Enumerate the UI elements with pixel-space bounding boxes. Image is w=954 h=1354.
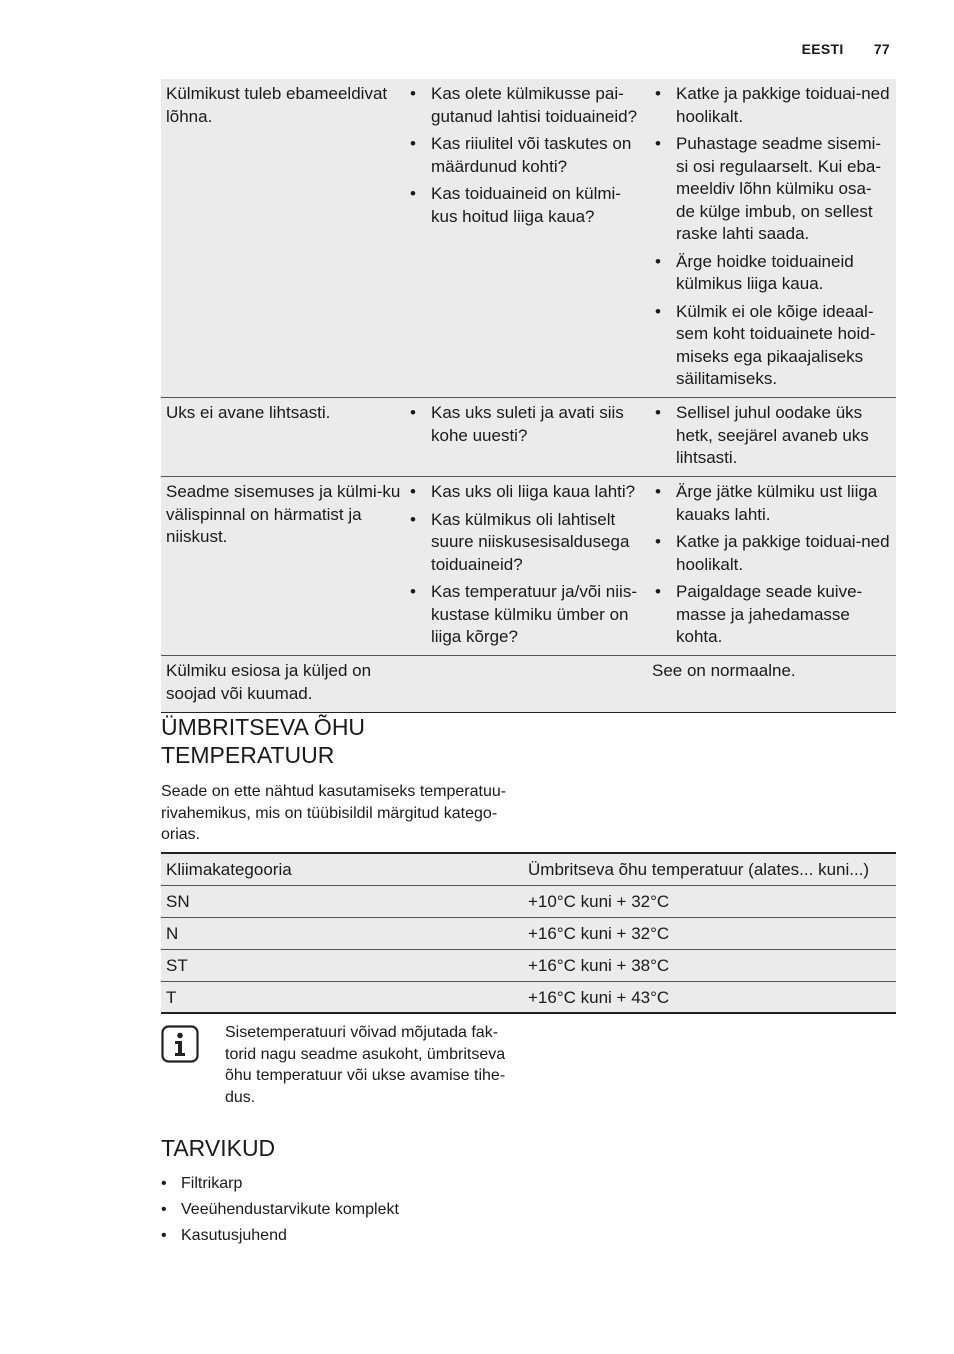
table-cell: N bbox=[166, 924, 179, 943]
troubleshooting-table bbox=[161, 79, 896, 713]
heading-line: ÜMBRITSEVA ÕHU bbox=[161, 714, 366, 740]
cause-cell bbox=[407, 656, 652, 712]
accessories-list bbox=[161, 1173, 399, 1251]
list-item: • Ärge jätke külmiku ust liiga kauaks lahti. bbox=[652, 481, 890, 526]
list-item: • Kas uks oli liiga kaua lahti? bbox=[407, 481, 646, 504]
table-cell: SN bbox=[166, 892, 190, 911]
table-row bbox=[161, 79, 896, 398]
page-header bbox=[802, 38, 890, 61]
table-cell: +16°C kuni + 38°C bbox=[528, 956, 670, 975]
list-item: • Veeühendustarvikute komplekt bbox=[161, 1199, 399, 1225]
info-note: Sisetemperatuuri võivad mõjutada fak-torid nagu seadme asukoht, ümbritseva õhu temperatuur või ukse avamise tihe-dus. bbox=[225, 1024, 506, 1106]
list-item: • Kas riiulitel või taskutes on määrdunud kohti? bbox=[407, 133, 646, 178]
list-item: • Kas külmikus oli lahtiselt suure niiskusesisaldusega toiduaineid? bbox=[407, 509, 646, 577]
column-header: Kliimakategooria bbox=[166, 860, 292, 879]
table-cell: +16°C kuni + 43°C bbox=[528, 988, 670, 1007]
list-item: • Katke ja pakkige toiduai-ned hoolikalt. bbox=[652, 531, 890, 576]
table-row bbox=[161, 918, 896, 950]
column-header: Ümbritseva õhu temperatuur (alates... kuni...) bbox=[528, 860, 870, 879]
list-item: • Puhastage seadme sisemi-si osi regulaarselt. Kui eba-meeldiv lõhn külmiku osa-de külge imbub, on sellest raske lahti saada. bbox=[652, 133, 890, 246]
table-row bbox=[161, 982, 896, 1014]
list-item: • Kasutusjuhend bbox=[161, 1225, 399, 1251]
note-text: See on normaalne. bbox=[652, 661, 796, 680]
table-header-row bbox=[161, 854, 896, 886]
cause-cell bbox=[407, 79, 652, 397]
table-cell: T bbox=[166, 988, 177, 1007]
table-cell: +10°C kuni + 32°C bbox=[528, 892, 670, 911]
list-item: • Filtrikarp bbox=[161, 1173, 399, 1199]
solution-cell bbox=[652, 477, 896, 655]
list-item: • Sellisel juhul oodake üks hetk, seejärel avaneb uks lihtsasti. bbox=[652, 402, 890, 470]
table-row bbox=[161, 656, 896, 713]
cause-cell bbox=[407, 398, 652, 476]
problem-cell: Külmikust tuleb ebameeldivat lõhna. bbox=[166, 84, 388, 126]
list-item: • Kas temperatuur ja/või niis-kustase külmiku ümber on liiga kõrge? bbox=[407, 581, 646, 649]
page-number: 77 bbox=[873, 41, 890, 57]
heading-line: TEMPERATUUR bbox=[161, 742, 335, 768]
list-item: • Kas toiduaineid on külmi-kus hoitud liiga kaua? bbox=[407, 183, 646, 228]
list-item: • Katke ja pakkige toiduai-ned hoolikalt. bbox=[652, 83, 890, 128]
solution-cell bbox=[652, 398, 896, 476]
solution-cell bbox=[652, 656, 896, 712]
list-item: • Paigaldage seade kuive-masse ja jahedamasse kohta. bbox=[652, 581, 890, 649]
list-item: • Kas uks suleti ja avati siis kohe uuesti? bbox=[407, 402, 646, 447]
table-cell: ST bbox=[166, 956, 188, 975]
info-icon bbox=[161, 1025, 199, 1063]
section-heading-accessories: TARVIKUD bbox=[161, 1135, 276, 1161]
section-heading-ambient bbox=[161, 713, 365, 769]
list-item: • Ärge hoidke toiduaineid külmikus liiga kaua. bbox=[652, 251, 890, 296]
cause-cell bbox=[407, 477, 652, 655]
table-cell: +16°C kuni + 32°C bbox=[528, 924, 670, 943]
table-row bbox=[161, 886, 896, 918]
problem-cell: Seadme sisemuses ja külmi-ku välispinnal on härmatist ja niiskust. bbox=[166, 482, 401, 546]
table-row bbox=[161, 398, 896, 477]
table-row bbox=[161, 477, 896, 656]
problem-cell: Uks ei avane lihtsasti. bbox=[166, 403, 331, 422]
solution-cell bbox=[652, 79, 896, 397]
list-item: • Külmik ei ole kõige ideaal-sem koht toiduainete hoid-miseks ega pikaajaliseks säilitamiseks. bbox=[652, 301, 890, 391]
ambient-intro: Seade on ette nähtud kasutamiseks temperatuu-rivahemikus, mis on tüübisildil märgitud katego-orias. bbox=[161, 783, 507, 843]
section-label: EESTI bbox=[801, 41, 844, 57]
table-row bbox=[161, 950, 896, 982]
climate-table bbox=[161, 852, 896, 1014]
problem-cell: Külmiku esiosa ja küljed on soojad või kuumad. bbox=[166, 661, 372, 703]
list-item: • Kas olete külmikusse pai-gutanud lahtisi toiduaineid? bbox=[407, 83, 646, 128]
